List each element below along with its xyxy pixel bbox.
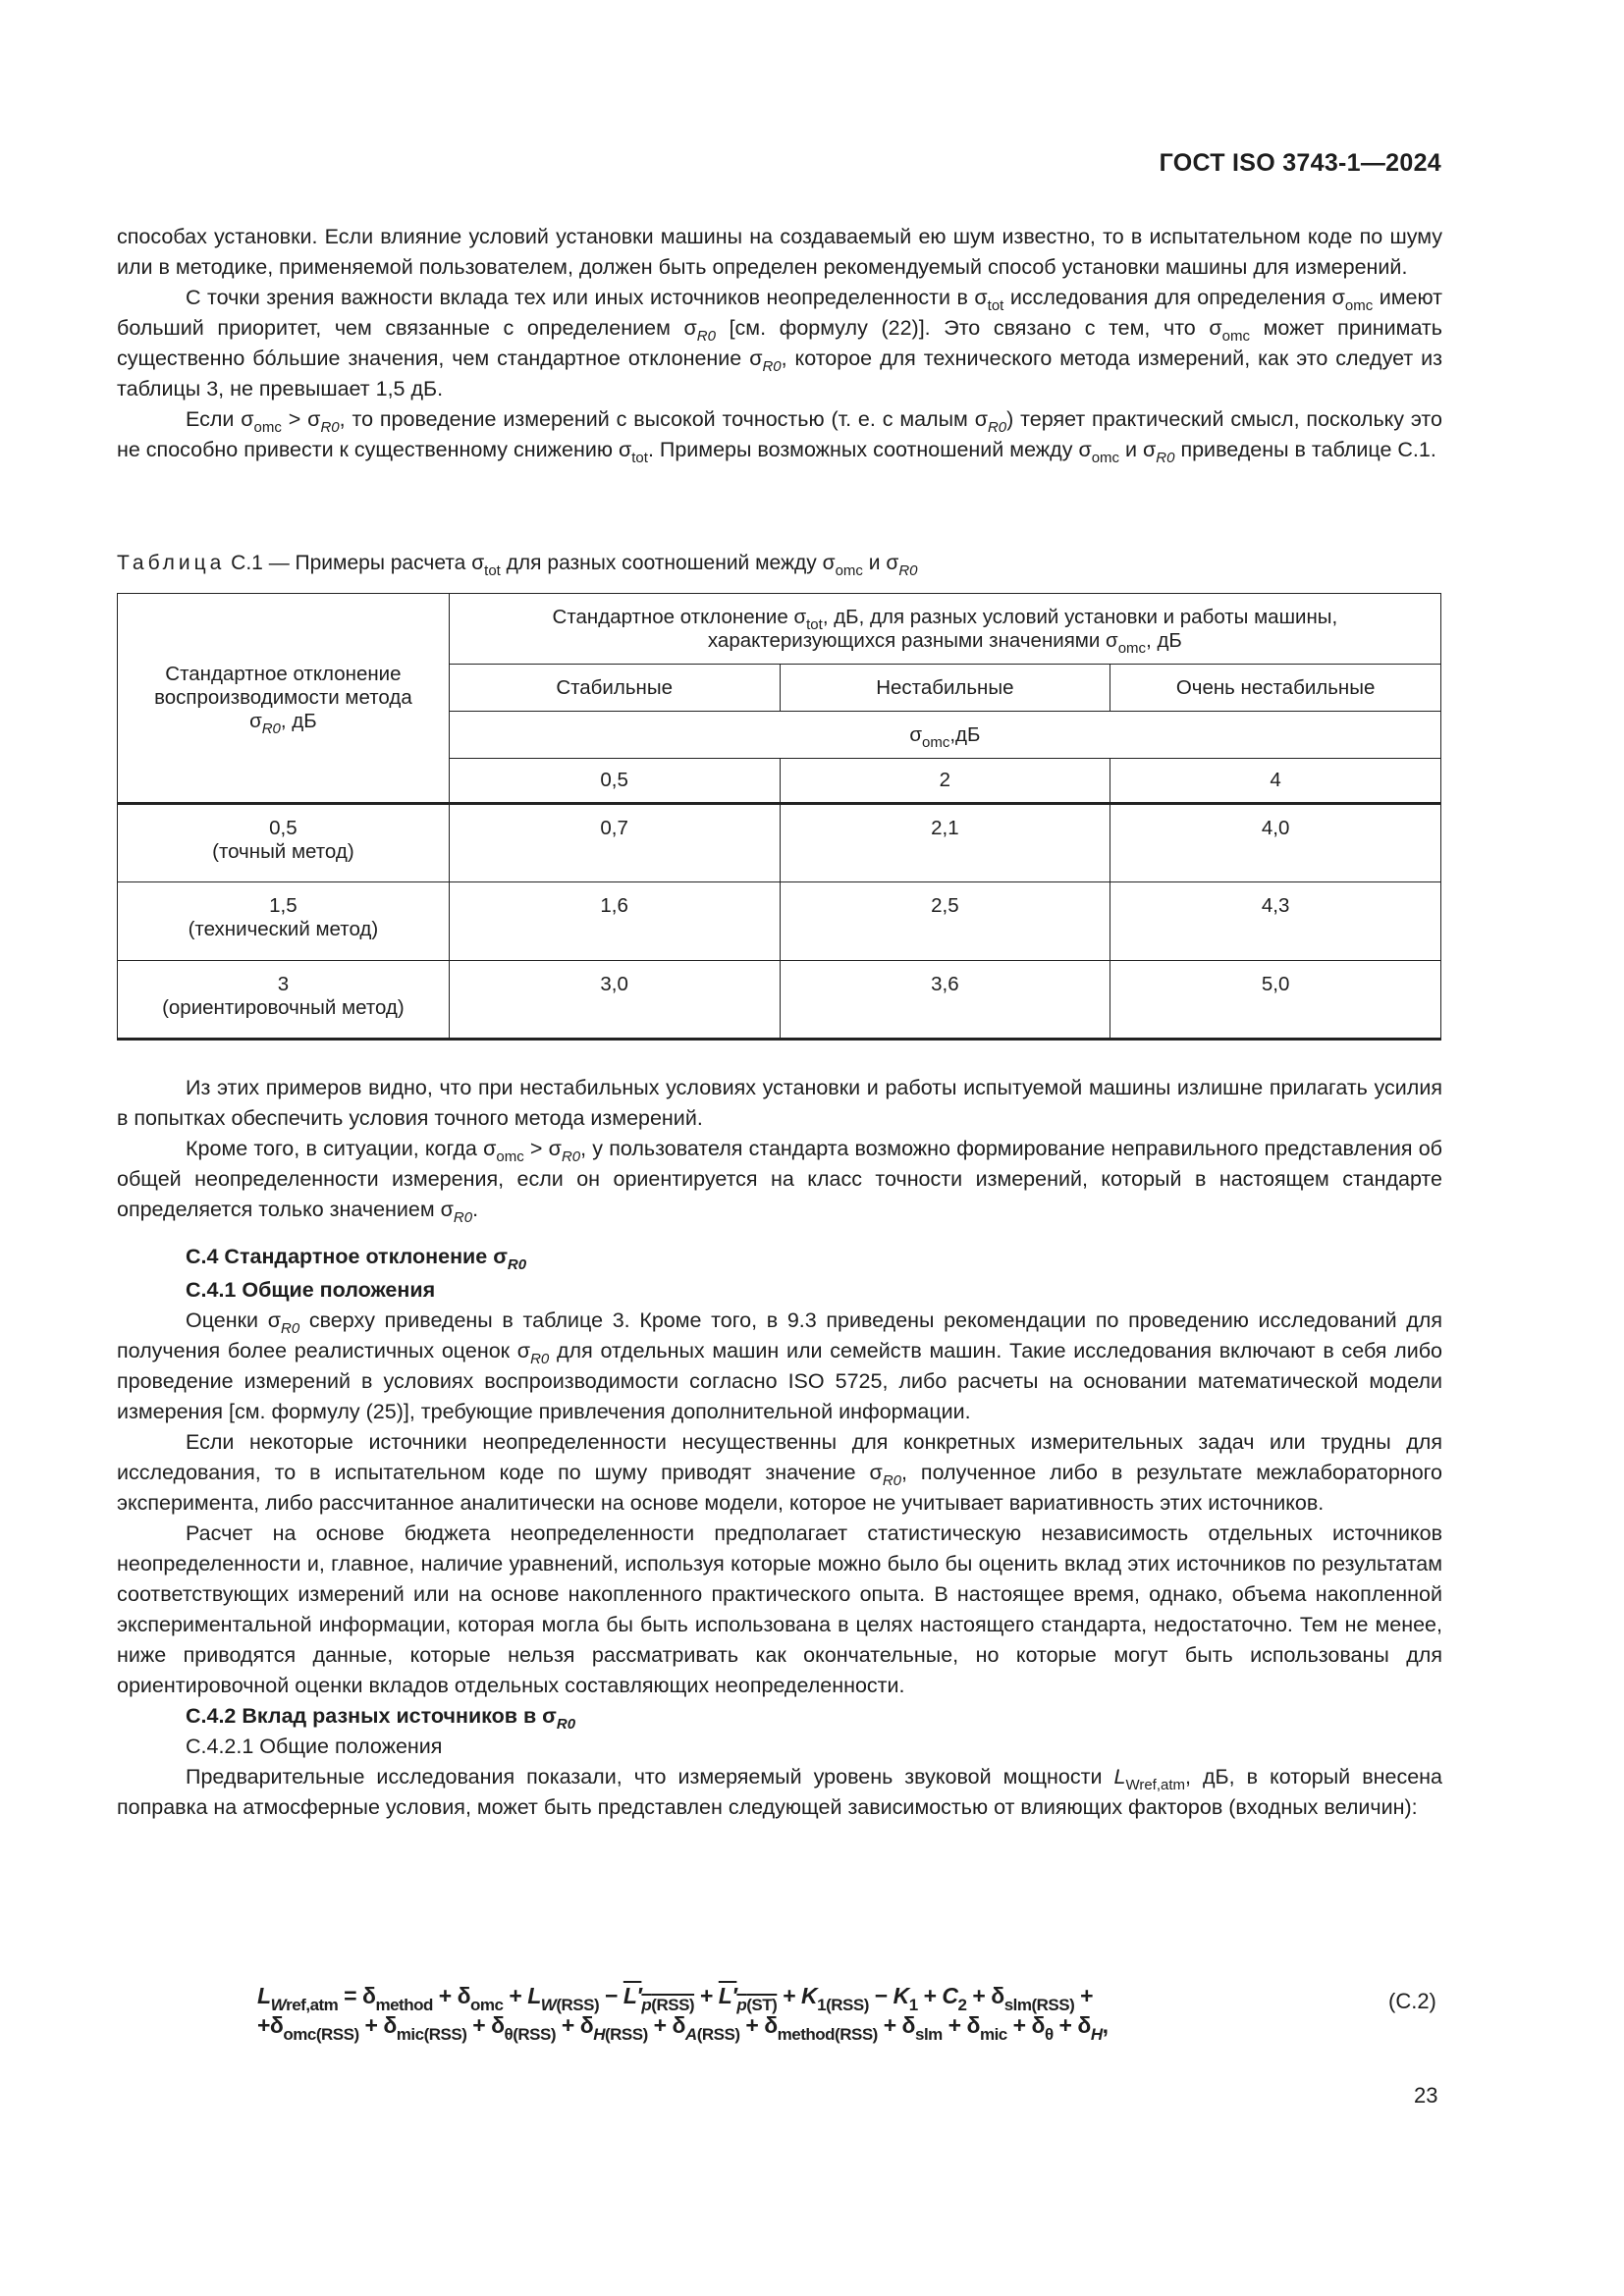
table-row xyxy=(118,804,1441,882)
cell-value: 2,1 xyxy=(780,804,1110,882)
paragraph: Если $\sigma_{omc} > \sigma_{R0}$, то проведение измерений с высокой точностью (т. е. с малым $\sigma_{R0}$) теряет практический смысл, поскольку это не способно привести к существенному снижению $\sigma_{tot}$. Примеры возможных соотношений между $\sigma_{omc}$ и $\sigma_{R0}$ приведены в таблице С.1. xyxy=(117,407,1442,466)
header-somc-value: 2 xyxy=(780,759,1110,804)
paragraph: Из этих примеров видно, что при нестабильных условиях установки и работы испытуемой машины излишне прилагать усилия в попытках обеспечить условия точного метода измерений. xyxy=(117,1076,1442,1130)
paragraph: Расчет на основе бюджета неопределенности предполагает статистическую независимость отдельных источников неопределенности и, главное, наличие уравнений, используя которые можно было бы оценить вклад этих источников по результатам соответствующих измерений или на основе накопленного практического опыта. В настоящее время, однако, объема накопленной экспериментальной информации, которая могла бы быть использована в целях настоящего стандарта, недостаточно. Тем не менее, ниже приводятся данные, которые нельзя рассматривать как окончательные, но которые могут быть использованы для ориентировочной оценки вкладов отдельных составляющих неопределенности. xyxy=(117,1522,1442,1697)
subsubsection-heading: С.4.2.1 Общие положения xyxy=(186,1735,443,1758)
formula-c2 xyxy=(257,1981,1109,2044)
table-caption: Таблица С.1 — Примеры расчета $\sigma_{tot}$ для разных соотношений между $\sigma_{omc}$ и $\sigma_{R0}$ xyxy=(117,552,918,579)
paragraph: Если некоторые источники неопределенности несущественны для конкретных измерительных задач или трудны для исследования, то в испытательном коде по шуму приводят значение $\sigma_{R0}$, полученное либо в результате межлабораторного эксперимента, либо рассчитанное аналитически на основе модели, которое не учитывает вариативность этих источников. xyxy=(117,1430,1442,1515)
header-stot-group: Стандартное отклонение $\sigma_{tot}$, дБ, для разных условий установки и работы машины, характеризующихся разными значениями $\sigma_{omc}$, дБ xyxy=(449,594,1440,665)
header-sr0: Стандартное отклонение воспроизводимости метода $\sigma_{R0}$, дБ xyxy=(118,594,450,804)
paragraph: Предварительные исследования показали, что измеряемый уровень звуковой мощности $L_{Wref,atm}$, дБ, в который внесена поправка на атмосферные условия, может быть представлен следующей зависимостью от влияющих факторов (входных величин): xyxy=(117,1765,1442,1819)
header-somc-value: 4 xyxy=(1110,759,1441,804)
after-table-text xyxy=(117,1073,1442,1225)
page-number: 23 xyxy=(1414,2083,1438,2108)
formula-line-1: $L_{Wref,atm} = \delta_{method} + \delta_{omc} + L_{W(RSS)} - L'_{p(RSS)} + L'_{p(ST)} + K_{1(RSS)} - K_1 + C_2 + \delta_{slm(RSS)}$ + xyxy=(257,1983,1094,2014)
formula-line-2: $+\delta_{omc(RSS)} + \delta_{mic(RSS)} + \delta_{\theta(RSS)} + \delta_{H(RSS)} + \delta_{A(RSS)} + \delta_{method(RSS)} + \delta_{slm} + \delta_{mic} + \delta_\theta + \delta_H$, xyxy=(257,2012,1109,2044)
cell-value: 2,5 xyxy=(780,882,1110,961)
header-condition: Нестабильные xyxy=(780,665,1110,712)
cell-value: 3,6 xyxy=(780,961,1110,1040)
cell-value: 4,0 xyxy=(1110,804,1441,882)
equation-number: (C.2) xyxy=(1388,1989,1436,2013)
header-somc-value: 0,5 xyxy=(449,759,780,804)
cell-value: 3,0 xyxy=(449,961,780,1040)
section-heading: С.4 Стандартное отклонение $\sigma_{R0}$ xyxy=(186,1245,527,1273)
paragraph: способах установки. Если влияние условий установки машины на создаваемый ею шум известно, то в испытательном коде по шуму или в методике, применяемой пользователем, должен быть определен рекомендуемый способ установки машины для измерений. xyxy=(117,225,1442,279)
cell-sr0: 0,5 (точный метод) xyxy=(118,804,450,882)
cell-value: 1,6 xyxy=(449,882,780,961)
document-id-header: ГОСТ ISO 3743-1—2024 xyxy=(1159,149,1441,177)
subsection-heading: С.4.2 Вклад разных источников в $\sigma_{R0}$ xyxy=(186,1704,576,1733)
cell-value: 4,3 xyxy=(1110,882,1441,961)
table-row xyxy=(118,961,1441,1040)
paragraph: Оценки $\sigma_{R0}$ сверху приведены в таблице 3. Кроме того, в 9.3 приведены рекомендации по проведению исследований для получения более реалистичных оценок $\sigma_{R0}$ для отдельных машин или семейств машин. Такие исследования включают в себя либо проведение измерений в условиях воспроизводимости согласно ISO 5725, либо расчеты на основании математической модели измерения [см. формулу (25)], требующие привлечения дополнительной информации. xyxy=(117,1308,1442,1423)
cell-value: 5,0 xyxy=(1110,961,1441,1040)
header-condition: Стабильные xyxy=(449,665,780,712)
table-row xyxy=(118,882,1441,961)
subsection-heading: С.4.1 Общие положения xyxy=(186,1278,436,1302)
paragraph: С точки зрения важности вклада тех или иных источников неопределенности в $\sigma_{tot}$ исследования для определения $\sigma_{omc}$ имеют больший приоритет, чем связанные с определением $\sigma_{R0}$ [см. формулу (22)]. Это связано с тем, что $\sigma_{omc}$ может принимать существенно бóльшие значения, чем стандартное отклонение $\sigma_{R0}$, которое для технического метода измерений, как это следует из таблицы 3, не превышает 1,5 дБ. xyxy=(117,286,1442,400)
header-somc: $\sigma_{omc},дБ$ xyxy=(449,712,1440,759)
intro-text xyxy=(117,222,1442,465)
section-c4 xyxy=(117,1242,1442,1823)
paragraph: Кроме того, в ситуации, когда $\sigma_{omc} > \sigma_{R0}$, у пользователя стандарта возможно формирование неправильного представления об общей неопределенности измерения, если он ориентируется на класс точности измерений, который в настоящем стандарте определяется только значением $\sigma_{R0}$. xyxy=(117,1137,1442,1226)
cell-sr0: 1,5 (технический метод) xyxy=(118,882,450,961)
cell-value: 0,7 xyxy=(449,804,780,882)
table-c1 xyxy=(117,593,1441,1041)
header-condition: Очень нестабильные xyxy=(1110,665,1441,712)
cell-sr0: 3 (ориентировочный метод) xyxy=(118,961,450,1040)
